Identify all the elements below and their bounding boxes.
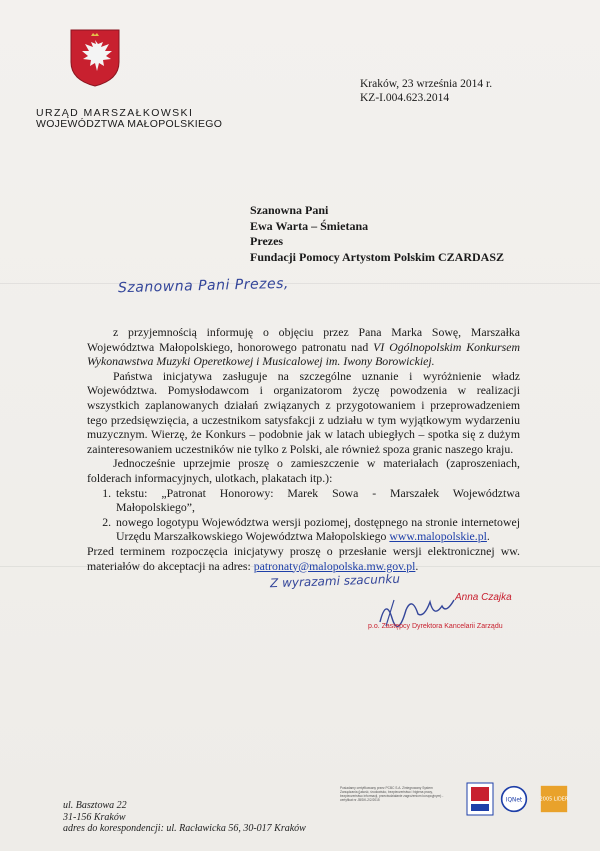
pcbc-certificate-icon [466, 782, 494, 816]
email-link[interactable]: patronaty@malopolska.mw.gov.pl [253, 558, 416, 573]
addressee-block [250, 203, 504, 265]
list-item-2-end: . [486, 529, 490, 544]
letter-body [87, 325, 520, 573]
footer-address [63, 800, 306, 835]
iqnet-label: IQNet [505, 797, 523, 804]
fold-line [0, 283, 600, 284]
handwritten-salutation: Szanowna Pani Prezes, [117, 275, 290, 297]
addressee-salutation: Szanowna Pani [250, 203, 329, 217]
reference-number: KZ-I.004.623.2014 [360, 92, 450, 104]
date-block [360, 77, 492, 105]
competition-name: VI Ogólnopolskim Konkursem Wykonawstwa Muzyki Operetkowej i Musicalowej im. Iwony Borowickiej. [87, 339, 521, 369]
footer-line-1: ul. Basztowa 22 [63, 800, 127, 811]
paragraph-1 [87, 325, 520, 369]
iqnet-icon [500, 782, 528, 816]
office-name-line1: URZĄD MARSZAŁKOWSKI [36, 107, 194, 119]
paragraph-4 [87, 544, 520, 573]
office-name [36, 108, 222, 130]
addressee-title: Prezes [250, 234, 284, 248]
footer-line-2: 31-156 Kraków [63, 811, 126, 823]
request-list [87, 486, 520, 544]
paragraph-4-text: Przed terminem rozpoczęcia inicjatywy proszę o przesłanie wersji elektronicznej ww. materiałów do akceptacji na adres: [87, 543, 520, 573]
addressee-organization: Fundacji Pomocy Artystom Polskim CZARDASZ [250, 249, 504, 264]
footer-line-3: adres do korespondencji: ul. Racławicka 56, 30-017 Kraków [63, 823, 306, 834]
paragraph-2: Państwa inicjatywa zasługuje na szczególne uznanie i wyróżnienie władz Województwa. Pomysłodawcom i organizatorom życzę powodzenia w realizacji wszystkich zaplanowanych działań związanych z przygotowaniem i przeprowadzeniem tego przedsięwzięcia, a uczestnikom satysfakcji z udziału w tym wyjątkowym wydarzeniu muzycznym. Wierzę, że Konkurs – podobnie jak w latach ubiegłych – spotka się z dużym zainteresowaniem uczestników nie tylko z Polski, ale również spoza granic naszego kraju. [87, 368, 520, 456]
list-item-2-text: nowego logotypu Województwa wersji poziomej, dostępnego na stronie internetowej Urzędu Marszałkowskiego Województwa Małopolskiego [116, 514, 520, 544]
website-link[interactable]: www.malopolskie.pl [389, 529, 487, 544]
letter-date: Kraków, 23 września 2014 r. [360, 78, 493, 90]
paragraph-4-end: . [415, 558, 419, 573]
list-item-1: 1. tekstu: „Patronat Honorowy: Marek Sowa - Marszałek Województwa Małopolskiego”, [114, 486, 520, 515]
office-name-line2: WOJEWÓDZTWA MAŁOPOLSKIEGO [36, 118, 223, 130]
signatory-position: p.o. Zastępcy Dyrektora Kancelarii Zarządu [368, 623, 503, 630]
paragraph-1-text: z przyjemnością informuję o objęciu przez Pana Marka Sowę, Marszałka Województwa Małopolskiego, honorowego patronatu nad [87, 325, 520, 354]
addressee-name: Ewa Warta – Śmietana [250, 218, 369, 233]
certification-note: Posiadamy certyfikowany przez PCBC S.A. Zintegrowany System Zarządzania (jakość, środowisko, bezpieczeństwo i higiena pracy, bezpieczeństwo informacji, przeciwdziałanie zagrożeniom korupcyjnym) - certyfikat nr JBSIK-2/2/2015 [340, 786, 444, 802]
handwritten-closing: Z wyrazami szacunku [269, 571, 401, 591]
coat-of-arms-icon [69, 28, 121, 88]
paragraph-3: Jednocześnie uprzejmie proszę o zamieszczenie w materiałach (zaproszeniach, folderach informacyjnych, ulotkach, plakatach itp.): [87, 456, 520, 485]
signatory-name: Anna Czajka [455, 592, 512, 603]
lider-label: 2005 LIDER [540, 796, 568, 803]
lider-badge-icon [540, 782, 568, 816]
list-item-2 [114, 515, 520, 544]
